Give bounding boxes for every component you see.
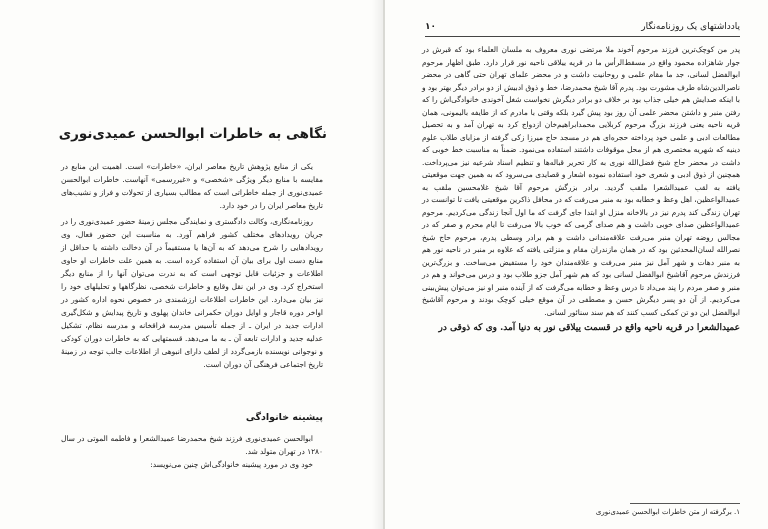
running-head [425,20,740,37]
section-body [61,432,323,471]
emphasis-line: عمیدالشعرا در قریه ناحیه واقع در قسمت ییلاقی نور به دنیا آمد. وی که ذوقی در [438,323,740,333]
right-page [385,0,768,529]
chapter-intro [61,160,323,374]
chapter-title: نگاهی به خاطرات ابوالحسن عمیدی‌نوری [58,126,327,142]
left-page [0,0,383,529]
footnote: ۱. برگرفته از متن خاطرات ابوالحسن عمیدی‌نوری [595,508,740,516]
paragraph-2: روزنامه‌نگاری، وکالت دادگستری و نمایندگی مجلس زمینهٔ حضور عمیدی‌نوری را در جریان رویدادهای مختلف کشور فراهم آورد. به مناسبت این حضور فعال، وی رویدادهایی را شرح می‌دهد که به آن‌ها یا مستقیماً در آن دخالت داشته یا حداقل از منابع دست اول برای بیان آن استفاده کرده است. به همین علت خاطرات او حاوی اطلاعات و جزئیات قابل توجهی است که به ندرت می‌توان آنها را از منابع دیگر استخراج کرد. وی در این نقل وقایع و خاطرات شخصی، نظرگاهها و تحلیلهای خود را نیز بیان می‌دارد. این خاطرات اطلاعات ارزشمندی در خصوص نحوه اداره کشور در اواخر دوره قاجار و اوایل دوران حکمرانی خاندان پهلوی و تاریخ پیدایش و شکل‌گیری ادارات جدید در ایران ـ از جمله تأسیس مدرسه فراقخانه و مدرسه نظام، تشکیل عدلیه جدید و ادارات تابعه آن ـ به ما می‌دهد. قسمتهایی که به خاطرات دوران کودکی و نوجوانی نویسنده بازمی‌گردد از لطف دارای انبوهی از اطلاعات جالب توجه در زمینهٔ تاریخ اجتماعی فرهنگی آن دوران است. [61,217,323,369]
paragraph-3: ابوالحسن عمیدی‌نوری فرزند شیخ محمدرضا عمیدالشعرا و فاطمه الموتی در سال ۱۲۸۰ در تهران متولد شد. [61,434,323,456]
running-head-title: یادداشتهای یک روزنامه‌نگار [641,22,740,32]
page-number: ۱۰ [425,22,436,32]
section-title: پیشینه خانوادگی [245,412,323,423]
footnote-rule [630,503,740,504]
paragraph-4: خود وی در مورد پیشینه خانوادگی‌اش چنین می‌نویسد: [150,460,313,469]
paragraph-1: یکی از منابع پژوهش تاریخ معاصر ایران، «خاطرات» است. اهمیت این منابع در مقایسه با منابع دیگر ویژگی «شخصی» و «غیررسمی» آنهاست. خاطرات ابوالحسن عمیدی‌نوری از جمله خاطراتی است که مطالب بسیاری از تحولات و فراز و نشیب‌های تاریخ معاصر ایران را در خود دارد. [61,162,323,210]
right-body [422,44,740,335]
right-body-text: پدر من کوچک‌ترین فرزند مرحوم آخوند ملا مرتضی نوری معروف به ملسان العلماء بود که قبرش در جوار شاهزاده محمود واقع در مسقط‌الرأس ما در قریه ییلاقی ناحیه نور قرار دارد. طبق اظهار مرحوم ابوالفضل لسانی، جد ما مقام علمی و روحانیت داشت و در محضر علمای تهران حتی گاهی در محضر ناصرالدین‌شاه طرف مشورت بود. پدرم آقا شیخ محمدرضا، خط و ذوق ادبیش از دو برادر دیگر بهتر بود و با اینکه صدایش هم خیلی جذاب بود بر خلاف دو برادر دیگرش نخواست شغل آخوندی خانوادگی‌اش را که رفتن منبر و داشتن محضر علمی آن روز بود پیش گیرد بلکه وقتی با مادرم که از طایفه بالیمونی، همان قریه ناحیه یعنی فرزند بزرگ مرحوم کربلایی محمدابراهیم‌خان ازدواج کرد به تهران آمد و به تحصیل مطالعات ادبی و علمی خود پرداخته حجره‌ای هم در مسجد حاج میرزا زکی گرفته از مزایای طلاب علوم دینیه که شهریه مختصری هم از محل موقوفات داشتند استفاده می‌نمود. ضمناً به مناسبت خط خوبی که داشت در محضر حاج شیخ فضل‌الله نوری به کار تحریر قباله‌ها و تنظیم اسناد شرعیه نیز می‌پرداخت. همچنین از ذوق ادبی و شعری خود استفاده نموده اشعار و قصایدی می‌سرود که به همین جهت موقعیتی یافته به لقب عمیدالشعرا ملقب گردید. برادر بزرگش مرحوم آقا شیخ غلامحسین ملقب به عمیدالواعظین، اهل وعظ و خطابه بود به منبر می‌رفت که در محافل ذاکرین موقعیتی یافت تا توانست در تهران زندگی کند پدرم نیز در بالاخانه منزل او ابتدا جای گرفت که ما اول آنجا زندگی می‌کردیم. مرحوم عمیدالواعظین صدای خوبی داشت و هم صدای گرمی که خوب بالا می‌رفت تا ایام محرم و صفر که در مجالس روضه تهران منبر می‌رفت علاقه‌مندانی داشت و هم برادر وسطی پدرم، مرحوم حاج شیخ نصرالله لسان‌المحدثین بود که در همان مازندران مقام و منزلتی یافته که علاوه بر منبر در ناحیه نور هم به منبر دهات و شهر آمل نیز منبر می‌رفت و علاقه‌مندان خود را مستفیض می‌ساخت. و بزرگ‌ترین فرزندش مرحوم آقاشیخ ابوالفضل لسانی بود که هم شهر آمل جزو طلاب بود و درس می‌خواند و هم در منبر و صفر مردم را پند می‌داد تا درس وعظ و خطابه می‌گرفت که از آینده منبر او نیز می‌توان پیش‌بینی می‌کردیم. از آن دو پسر دیگرش حسن و مصطفی در آن موقع خیلی کوچک بودند و مرحوم آقاشیخ ابوالفضل این دو تن کمکی کسب کنند که هم سند سنائور لسانی. [422,45,740,317]
